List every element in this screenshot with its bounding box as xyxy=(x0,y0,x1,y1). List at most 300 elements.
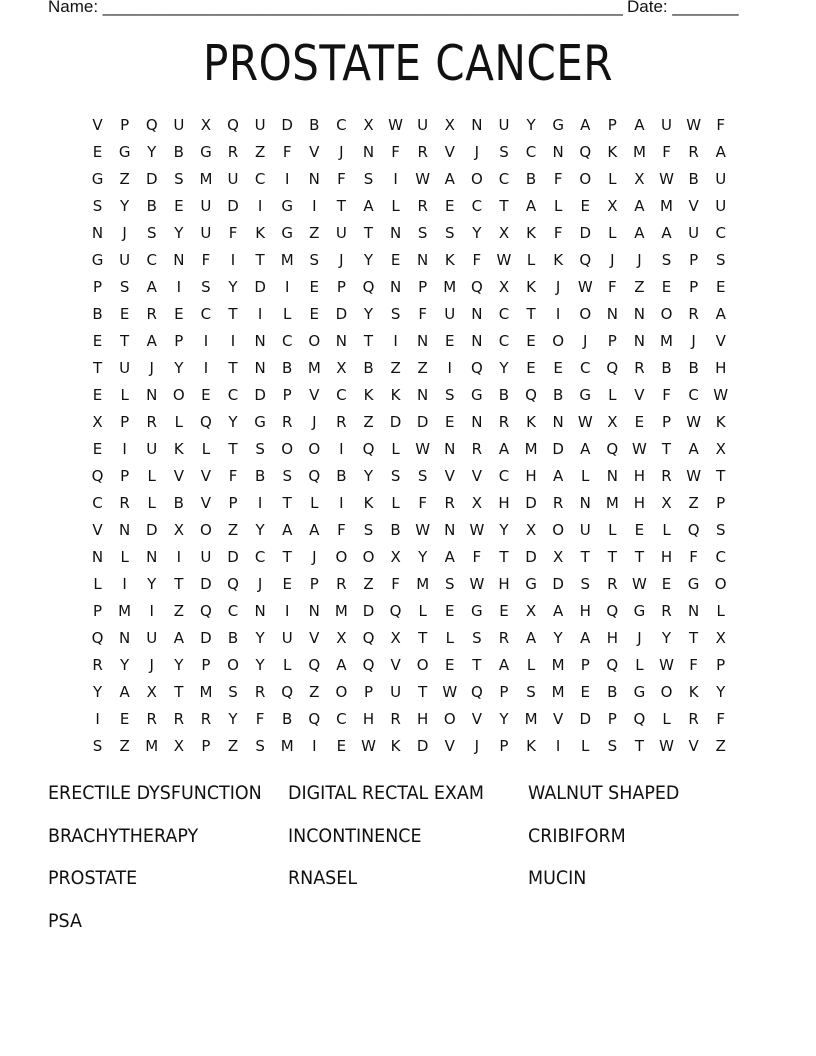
grid-letter: V xyxy=(200,467,212,485)
grid-letter: F xyxy=(553,170,563,188)
grid-letter: I xyxy=(257,197,263,215)
grid-letter: P xyxy=(580,656,590,674)
grid-letter: N xyxy=(687,602,700,620)
grid-letter: E xyxy=(634,413,645,431)
grid-row xyxy=(84,328,735,355)
grid-letter: H xyxy=(525,467,537,485)
grid-letter: R xyxy=(688,710,699,728)
grid-letter: R xyxy=(552,494,564,512)
grid-letter: I xyxy=(312,737,317,755)
grid-letter: I xyxy=(176,278,182,296)
grid-letter: B xyxy=(92,305,103,323)
grid-letter: X xyxy=(336,629,347,647)
grid-letter: I xyxy=(122,575,127,593)
grid-letter: O xyxy=(552,332,565,350)
grid-letter: L xyxy=(716,602,725,620)
grid-letter: Y xyxy=(499,710,509,728)
grid-letter: N xyxy=(417,332,429,350)
grid-letter: S xyxy=(445,386,455,404)
grid-letter: O xyxy=(552,521,565,539)
grid-letter: U xyxy=(200,224,212,242)
grid-letter: B xyxy=(525,170,537,188)
grid-letter: J xyxy=(691,332,696,350)
grid-letter: Q xyxy=(606,359,619,377)
grid-letter: U xyxy=(715,197,727,215)
grid-letter: J xyxy=(122,224,127,242)
grid-letter: A xyxy=(688,440,699,458)
grid-letter: T xyxy=(526,305,536,323)
grid-letter: M xyxy=(551,656,565,674)
grid-letter: C xyxy=(254,170,266,188)
grid-letter: S xyxy=(390,305,401,323)
grid-letter: E xyxy=(309,278,320,296)
grid-letter: N xyxy=(471,413,483,431)
grid-letter: U xyxy=(173,116,185,134)
grid-letter: S xyxy=(417,467,428,485)
grid-letter: K xyxy=(526,413,536,431)
grid-letter: Y xyxy=(499,359,509,377)
grid-letter: S xyxy=(472,629,482,647)
grid-row xyxy=(84,490,735,517)
grid-letter: X xyxy=(146,683,157,701)
grid-letter: W xyxy=(713,386,729,404)
grid-letter: I xyxy=(284,602,290,620)
grid-letter: V xyxy=(92,116,103,134)
grid-letter: F xyxy=(282,143,292,161)
grid-letter: H xyxy=(606,629,618,647)
grid-letter: I xyxy=(447,359,452,377)
grid-letter: U xyxy=(688,224,700,242)
grid-letter: D xyxy=(416,737,429,755)
grid-letter: Q xyxy=(227,575,239,593)
grid-letter: A xyxy=(498,656,510,674)
grid-letter: S xyxy=(715,251,726,269)
grid-letter: P xyxy=(120,116,130,134)
grid-letter: Q xyxy=(308,656,321,674)
grid-letter: N xyxy=(119,629,131,647)
grid-letter: I xyxy=(339,494,344,512)
word-list-item: CRIBIFORM xyxy=(528,824,626,847)
grid-letter: O xyxy=(308,440,321,458)
grid-letter: R xyxy=(173,710,185,728)
grid-letter: Q xyxy=(362,656,375,674)
grid-letter: I xyxy=(95,710,100,728)
grid-letter: M xyxy=(280,251,294,269)
grid-letter: N xyxy=(444,440,456,458)
grid-letter: V xyxy=(471,467,482,485)
grid-letter: A xyxy=(309,521,320,539)
grid-letter: R xyxy=(471,440,483,458)
grid-letter: F xyxy=(337,521,346,539)
grid-letter: V xyxy=(688,737,699,755)
grid-letter: J xyxy=(257,575,263,593)
grid-letter: U xyxy=(579,521,591,539)
grid-letter: L xyxy=(635,656,644,674)
grid-letter: T xyxy=(418,629,428,647)
grid-letter: N xyxy=(146,386,158,404)
grid-letter: L xyxy=(581,737,590,755)
grid-row xyxy=(84,355,735,382)
grid-letter: S xyxy=(390,467,401,485)
grid-letter: R xyxy=(661,467,672,485)
grid-letter: N xyxy=(389,224,402,242)
grid-letter: G xyxy=(525,575,537,593)
grid-letter: S xyxy=(363,521,374,539)
grid-letter: D xyxy=(227,197,239,215)
grid-letter: W xyxy=(686,413,702,431)
grid-letter: Q xyxy=(362,440,375,458)
grid-letter: L xyxy=(445,629,454,647)
grid-letter: L xyxy=(201,440,211,458)
grid-letter: Y xyxy=(418,548,428,566)
grid-letter: M xyxy=(199,683,213,701)
grid-letter: X xyxy=(336,359,347,377)
grid-letter: Y xyxy=(228,710,238,728)
grid-letter: B xyxy=(498,386,510,404)
grid-letter: W xyxy=(469,575,485,593)
grid-letter: M xyxy=(524,440,538,458)
grid-letter: B xyxy=(146,197,157,215)
grid-letter: C xyxy=(336,386,347,404)
grid-letter: Q xyxy=(91,467,104,485)
grid-letter: Y xyxy=(174,656,184,674)
grid-letter: W xyxy=(415,440,431,458)
grid-letter: G xyxy=(200,143,212,161)
letter-grid xyxy=(84,112,735,760)
grid-letter: S xyxy=(282,467,292,485)
grid-letter: B xyxy=(607,683,618,701)
grid-letter: W xyxy=(496,251,512,269)
grid-letter: N xyxy=(471,332,483,350)
grid-letter: W xyxy=(361,737,376,755)
grid-letter: A xyxy=(146,332,157,350)
grid-letter: E xyxy=(445,332,455,350)
grid-letter: G xyxy=(91,170,104,188)
grid-letter: Y xyxy=(526,116,536,134)
grid-letter: D xyxy=(200,575,212,593)
grid-letter: C xyxy=(92,494,103,512)
grid-letter: C xyxy=(498,170,510,188)
grid-letter: E xyxy=(390,251,401,269)
grid-letter: J xyxy=(312,548,317,566)
grid-letter: M xyxy=(660,197,673,215)
grid-letter: K xyxy=(526,278,536,296)
grid-row xyxy=(84,409,735,436)
grid-letter: H xyxy=(633,494,646,512)
grid-letter: O xyxy=(362,548,375,566)
grid-letter: A xyxy=(525,629,537,647)
grid-letter: O xyxy=(227,656,239,674)
grid-letter: L xyxy=(662,710,671,728)
grid-letter: B xyxy=(336,467,347,485)
grid-letter: I xyxy=(149,602,154,620)
grid-letter: C xyxy=(688,386,699,404)
grid-letter: D xyxy=(281,116,293,134)
grid-letter: O xyxy=(579,170,592,188)
grid-letter: W xyxy=(659,737,674,755)
grid-letter: P xyxy=(418,278,428,296)
grid-letter: L xyxy=(391,440,400,458)
grid-letter: S xyxy=(526,683,536,701)
grid-letter: Y xyxy=(661,629,672,647)
grid-letter: G xyxy=(633,602,646,620)
grid-letter: P xyxy=(120,467,130,485)
grid-letter: I xyxy=(284,278,290,296)
grid-letter: O xyxy=(443,710,456,728)
grid-letter: K xyxy=(444,251,455,269)
grid-letter: V xyxy=(444,467,455,485)
grid-letter: X xyxy=(607,197,618,215)
grid-letter: F xyxy=(689,548,698,566)
grid-row xyxy=(84,166,735,193)
grid-letter: R xyxy=(200,710,212,728)
grid-letter: I xyxy=(339,440,344,458)
grid-letter: C xyxy=(227,386,239,404)
grid-letter: C xyxy=(254,548,266,566)
grid-letter: P xyxy=(363,683,373,701)
grid-letter: V xyxy=(553,710,564,728)
grid-letter: N xyxy=(254,332,266,350)
grid-letter: U xyxy=(200,197,212,215)
grid-letter: E xyxy=(92,440,103,458)
grid-letter: A xyxy=(525,197,537,215)
grid-letter: N xyxy=(308,170,320,188)
grid-letter: I xyxy=(176,548,182,566)
grid-letter: O xyxy=(335,548,348,566)
grid-letter: B xyxy=(173,143,184,161)
grid-letter: N xyxy=(308,602,320,620)
grid-letter: G xyxy=(687,575,700,593)
grid-letter: U xyxy=(146,629,158,647)
grid-letter: J xyxy=(555,278,561,296)
grid-letter: X xyxy=(498,224,510,242)
grid-letter: Z xyxy=(390,359,401,377)
grid-letter: G xyxy=(254,413,266,431)
grid-letter: E xyxy=(92,143,103,161)
grid-letter: R xyxy=(688,305,699,323)
grid-letter: D xyxy=(227,548,239,566)
grid-letter: L xyxy=(120,548,129,566)
grid-letter: M xyxy=(334,602,348,620)
grid-letter: U xyxy=(254,116,266,134)
grid-letter: E xyxy=(445,197,455,215)
word-list-item: ERECTILE DYSFUNCTION xyxy=(48,782,262,804)
grid-letter: B xyxy=(688,170,699,188)
grid-letter: N xyxy=(362,143,375,161)
grid-letter: S xyxy=(445,575,455,593)
grid-letter: P xyxy=(174,332,184,350)
grid-letter: U xyxy=(661,116,672,134)
grid-letter: K xyxy=(607,143,618,161)
grid-letter: P xyxy=(661,413,672,431)
grid-letter: E xyxy=(309,305,320,323)
grid-row xyxy=(84,463,735,490)
grid-letter: E xyxy=(92,386,103,404)
grid-letter: Y xyxy=(228,413,238,431)
grid-row xyxy=(84,220,735,247)
grid-letter: M xyxy=(280,737,294,755)
grid-letter: Z xyxy=(173,602,184,620)
grid-letter: N xyxy=(91,224,104,242)
grid-letter: B xyxy=(254,467,266,485)
grid-letter: Q xyxy=(525,386,537,404)
grid-letter: A xyxy=(282,521,293,539)
grid-letter: Z xyxy=(309,224,320,242)
grid-row xyxy=(84,301,735,328)
grid-letter: Q xyxy=(470,278,483,296)
grid-letter: R xyxy=(634,359,645,377)
grid-letter: U xyxy=(146,440,158,458)
grid-letter: X xyxy=(363,116,374,134)
grid-letter: S xyxy=(607,737,618,755)
grid-letter: N xyxy=(335,332,347,350)
grid-letter: M xyxy=(551,683,565,701)
grid-letter: N xyxy=(91,548,104,566)
grid-letter: E xyxy=(553,359,563,377)
date-field-label: Date: _______ xyxy=(627,0,739,16)
grid-letter: T xyxy=(92,359,103,377)
grid-letter: T xyxy=(282,548,292,566)
grid-letter: T xyxy=(634,548,644,566)
grid-letter: I xyxy=(257,305,263,323)
grid-letter: S xyxy=(119,278,130,296)
grid-letter: N xyxy=(119,521,131,539)
grid-letter: S xyxy=(92,197,103,215)
grid-letter: O xyxy=(470,170,483,188)
grid-letter: A xyxy=(553,467,564,485)
grid-letter: P xyxy=(120,413,130,431)
grid-letter: T xyxy=(499,548,509,566)
grid-letter: K xyxy=(363,386,374,404)
word-list-item: MUCIN xyxy=(528,867,587,890)
grid-letter: S xyxy=(445,224,455,242)
grid-letter: K xyxy=(255,224,266,242)
grid-letter: S xyxy=(580,575,590,593)
grid-letter: K xyxy=(173,440,184,458)
grid-letter: E xyxy=(282,575,292,593)
grid-letter: F xyxy=(716,710,726,728)
grid-letter: U xyxy=(335,224,347,242)
name-field-label: Name: _______________________________________________________ xyxy=(48,0,623,16)
grid-letter: K xyxy=(390,737,401,755)
grid-letter: W xyxy=(686,467,702,485)
grid-row xyxy=(84,571,735,598)
grid-row xyxy=(84,544,735,571)
grid-letter: P xyxy=(716,656,726,674)
grid-letter: Y xyxy=(120,656,130,674)
grid-letter: S xyxy=(715,521,726,539)
grid-letter: D xyxy=(579,710,592,728)
grid-letter: Y xyxy=(363,305,374,323)
grid-letter: Q xyxy=(145,116,158,134)
grid-letter: L xyxy=(608,521,617,539)
grid-letter: F xyxy=(418,494,427,512)
grid-letter: Y xyxy=(472,224,482,242)
grid-letter: C xyxy=(498,332,510,350)
grid-letter: B xyxy=(173,494,184,512)
grid-letter: Z xyxy=(363,575,374,593)
grid-letter: B xyxy=(282,710,293,728)
grid-letter: T xyxy=(716,467,726,485)
grid-letter: E xyxy=(526,332,536,350)
grid-letter: T xyxy=(689,629,699,647)
grid-letter: Z xyxy=(688,494,699,512)
grid-letter: S xyxy=(661,251,672,269)
grid-letter: R xyxy=(146,413,157,431)
word-list-item: WALNUT SHAPED xyxy=(528,782,680,804)
grid-letter: H xyxy=(498,494,510,512)
grid-letter: F xyxy=(472,548,482,566)
grid-letter: P xyxy=(716,494,726,512)
grid-letter: A xyxy=(336,656,347,674)
grid-letter: V xyxy=(92,521,103,539)
grid-letter: F xyxy=(662,143,671,161)
grid-letter: O xyxy=(714,575,727,593)
grid-letter: F xyxy=(472,251,482,269)
grid-letter: A xyxy=(580,116,591,134)
grid-letter: R xyxy=(227,143,239,161)
grid-letter: E xyxy=(336,737,347,755)
grid-letter: B xyxy=(309,116,320,134)
grid-letter: L xyxy=(608,386,617,404)
grid-letter: O xyxy=(579,305,592,323)
grid-letter: E xyxy=(445,602,455,620)
grid-letter: J xyxy=(474,737,480,755)
grid-letter: Y xyxy=(255,656,265,674)
grid-letter: U xyxy=(498,116,510,134)
grid-letter: C xyxy=(498,305,510,323)
grid-letter: C xyxy=(715,548,726,566)
word-list-item: PSA xyxy=(48,910,82,933)
grid-row xyxy=(84,247,735,274)
grid-letter: D xyxy=(254,278,266,296)
grid-letter: Q xyxy=(227,116,239,134)
grid-letter: V xyxy=(444,737,455,755)
grid-letter: X xyxy=(92,413,103,431)
grid-letter: T xyxy=(472,656,482,674)
word-list-item: RNASEL xyxy=(288,867,358,890)
grid-letter: Q xyxy=(606,602,619,620)
grid-letter: J xyxy=(637,251,642,269)
grid-letter: R xyxy=(417,197,428,215)
grid-letter: L xyxy=(174,413,183,431)
grid-letter: Q xyxy=(470,683,483,701)
grid-letter: E xyxy=(661,575,672,593)
grid-letter: U xyxy=(281,629,293,647)
grid-letter: H xyxy=(715,359,727,377)
grid-letter: W xyxy=(415,521,431,539)
grid-letter: T xyxy=(363,224,374,242)
grid-letter: F xyxy=(391,575,400,593)
grid-letter: T xyxy=(228,440,238,458)
grid-letter: P xyxy=(336,278,346,296)
grid-letter: X xyxy=(390,629,401,647)
grid-letter: M xyxy=(416,575,430,593)
grid-letter: P xyxy=(282,386,292,404)
grid-letter: X xyxy=(390,548,401,566)
grid-letter: N xyxy=(579,494,591,512)
grid-letter: D xyxy=(525,494,537,512)
grid-letter: U xyxy=(390,683,402,701)
grid-letter: Q xyxy=(606,656,619,674)
grid-letter: G xyxy=(579,386,592,404)
grid-letter: T xyxy=(418,683,428,701)
grid-letter: A xyxy=(634,116,645,134)
grid-letter: Q xyxy=(200,602,212,620)
grid-letter: I xyxy=(393,170,398,188)
grid-letter: L xyxy=(581,467,590,485)
grid-letter: W xyxy=(442,683,458,701)
